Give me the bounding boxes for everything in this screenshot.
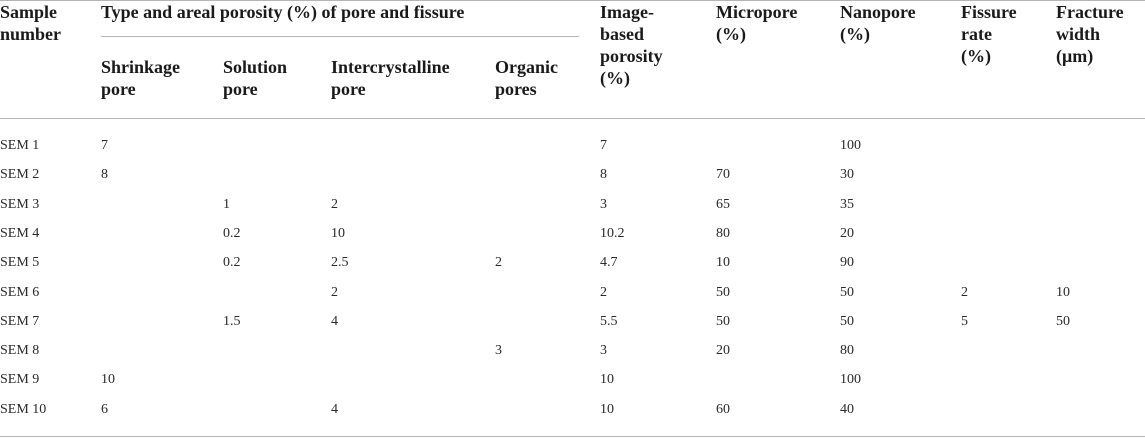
table-row	[0, 249, 1145, 278]
header-fracture-width: Fracture width (μm)	[1056, 2, 1124, 66]
cell-image-based: 5.5	[600, 313, 618, 329]
cell-micropore: 80	[716, 225, 730, 241]
cell-image-based: 8	[600, 167, 607, 183]
header-image-based-porosity: Image- based porosity (%)	[600, 2, 663, 88]
header-intercrystalline-pore: Intercrystalline pore	[331, 57, 450, 99]
table-row	[0, 337, 1145, 366]
table-row	[0, 366, 1145, 395]
cell-shrinkage: 8	[101, 167, 108, 183]
cell-intercrystalline: 2	[331, 196, 338, 212]
table-row	[0, 279, 1145, 308]
cell-nanopore: 50	[840, 284, 854, 300]
cell-shrinkage: 10	[101, 372, 115, 388]
cell-organic: 3	[495, 343, 502, 359]
cell-sample: SEM 1	[0, 138, 40, 153]
header-sample-number: Sample number	[0, 2, 62, 44]
table-row	[0, 161, 1145, 190]
cell-nanopore: 80	[840, 343, 854, 359]
cell-sample: SEM 6	[0, 284, 40, 300]
cell-micropore: 65	[716, 196, 730, 212]
table-row	[0, 308, 1145, 337]
cell-micropore: 20	[716, 343, 730, 359]
cell-solution: 0.2	[223, 225, 241, 241]
cell-nanopore: 90	[840, 255, 854, 271]
group-rule	[101, 36, 579, 37]
cell-image-based: 3	[600, 343, 607, 359]
cell-sample: SEM 9	[0, 372, 40, 388]
cell-nanopore: 20	[840, 225, 854, 241]
table-row	[0, 191, 1145, 220]
header-shrinkage-pore: Shrinkage pore	[101, 57, 181, 99]
cell-intercrystalline: 2	[331, 284, 338, 300]
cell-image-based: 10	[600, 372, 614, 388]
cell-intercrystalline: 2.5	[331, 255, 349, 271]
cell-intercrystalline: 4	[331, 313, 338, 329]
cell-nanopore: 40	[840, 401, 854, 417]
cell-sample: SEM 8	[0, 343, 40, 359]
cell-nanopore: 50	[840, 313, 854, 329]
cell-solution: 0.2	[223, 255, 241, 271]
cell-micropore: 50	[716, 284, 730, 300]
header-group-title: Type and areal porosity (%) of pore and fissure	[101, 2, 465, 22]
cell-sample: SEM 10	[0, 401, 47, 417]
cell-sample: SEM 2	[0, 167, 40, 183]
cell-nanopore: 100	[840, 372, 861, 388]
cell-fracture-width: 10	[1056, 284, 1070, 300]
cell-organic: 2	[495, 255, 502, 271]
table-row	[0, 396, 1145, 425]
cell-fissure-rate: 2	[961, 284, 968, 300]
bottom-rule	[0, 436, 1145, 437]
cell-micropore: 50	[716, 313, 730, 329]
cell-intercrystalline: 4	[331, 401, 338, 417]
table-row	[0, 220, 1145, 249]
cell-solution: 1	[223, 196, 230, 212]
cell-sample: SEM 4	[0, 225, 40, 241]
table-row	[0, 132, 1145, 161]
cell-image-based: 4.7	[600, 255, 618, 271]
cell-image-based: 10	[600, 401, 614, 417]
header-micropore: Micropore (%)	[716, 2, 798, 44]
cell-micropore: 70	[716, 167, 730, 183]
header-bottom-rule	[0, 118, 1145, 119]
cell-solution: 1.5	[223, 313, 241, 329]
cell-image-based: 7	[600, 138, 607, 153]
cell-nanopore: 35	[840, 196, 854, 212]
cell-image-based: 3	[600, 196, 607, 212]
header-organic-pores: Organic pores	[495, 57, 558, 99]
cell-micropore: 60	[716, 401, 730, 417]
cell-image-based: 2	[600, 284, 607, 300]
header-nanopore: Nanopore (%)	[840, 2, 916, 44]
cell-sample: SEM 5	[0, 255, 40, 271]
header-solution-pore: Solution pore	[223, 57, 288, 99]
cell-sample: SEM 7	[0, 313, 40, 329]
cell-nanopore: 30	[840, 167, 854, 183]
cell-nanopore: 100	[840, 138, 861, 153]
cell-shrinkage: 6	[101, 401, 108, 417]
cell-micropore: 10	[716, 255, 730, 271]
header-fissure-rate: Fissure rate (%)	[961, 2, 1017, 66]
cell-shrinkage: 7	[101, 138, 108, 153]
cell-intercrystalline: 10	[331, 225, 345, 241]
cell-image-based: 10.2	[600, 225, 625, 241]
cell-fissure-rate: 5	[961, 313, 968, 329]
cell-fracture-width: 50	[1056, 313, 1070, 329]
cell-sample: SEM 3	[0, 196, 40, 212]
